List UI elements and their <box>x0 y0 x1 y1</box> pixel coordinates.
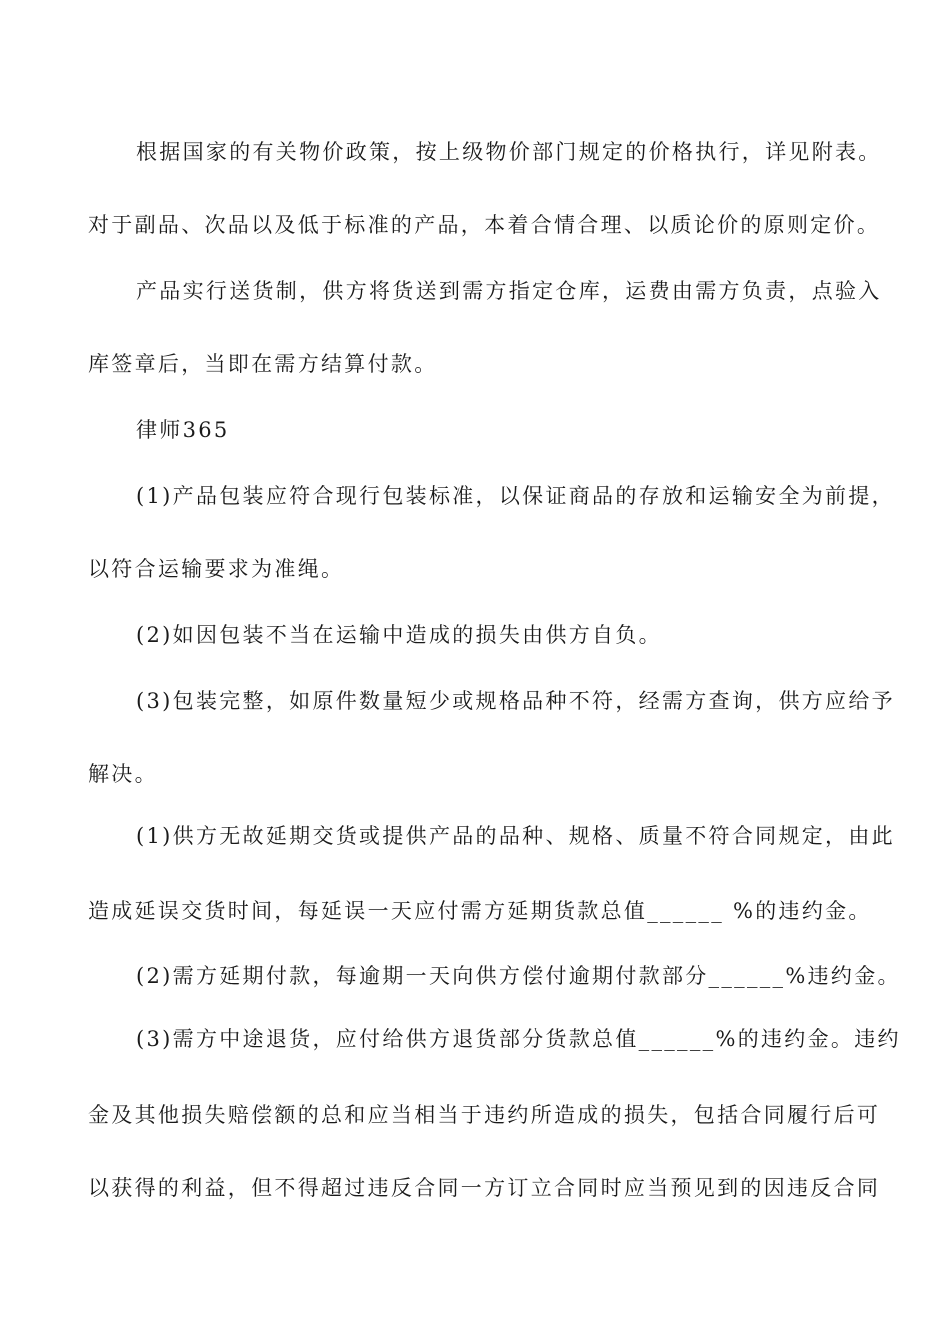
paragraph-line: 根据国家的有关物价政策，按上级物价部门规定的价格执行，详见附表。 <box>136 140 882 164</box>
paragraph-line: (3)需方中途退货，应付给供方退货部分货款总值______%的违约金。违约 <box>136 1027 901 1051</box>
paragraph-line: (1)产品包装应符合现行包装标准，以保证商品的存放和运输安全为前提， <box>136 484 895 508</box>
paragraph-line: 律师365 <box>136 418 230 442</box>
paragraph-line: 以符合运输要求为准绳。 <box>88 557 345 581</box>
paragraph-line: 造成延误交货时间，每延误一天应付需方延期货款总值______ %的违约金。 <box>88 899 872 923</box>
paragraph-line: (2)需方延期付款，每逾期一天向供方偿付逾期付款部分______%违约金。 <box>136 964 901 988</box>
paragraph-line: 解决。 <box>88 762 158 786</box>
paragraph-line: (1)供方无故延期交货或提供产品的品种、规格、质量不符合同规定，由此 <box>136 824 895 848</box>
paragraph-line: 产品实行送货制，供方将货送到需方指定仓库，运费由需方负责，点验入 <box>136 279 882 303</box>
paragraph-line: 以获得的利益，但不得超过违反合同一方订立合同时应当预见到的因违反合同 <box>88 1176 881 1200</box>
paragraph-line: (2)如因包装不当在运输中造成的损失由供方自负。 <box>136 623 662 647</box>
paragraph-line: 对于副品、次品以及低于标准的产品，本着合情合理、以质论价的原则定价。 <box>88 213 881 237</box>
paragraph-line: (3)包装完整，如原件数量短少或规格品种不符，经需方查询，供方应给予 <box>136 689 895 713</box>
paragraph-line: 金及其他损失赔偿额的总和应当相当于违约所造成的损失，包括合同履行后可 <box>88 1103 881 1127</box>
paragraph-line: 库签章后，当即在需方结算付款。 <box>88 352 438 376</box>
